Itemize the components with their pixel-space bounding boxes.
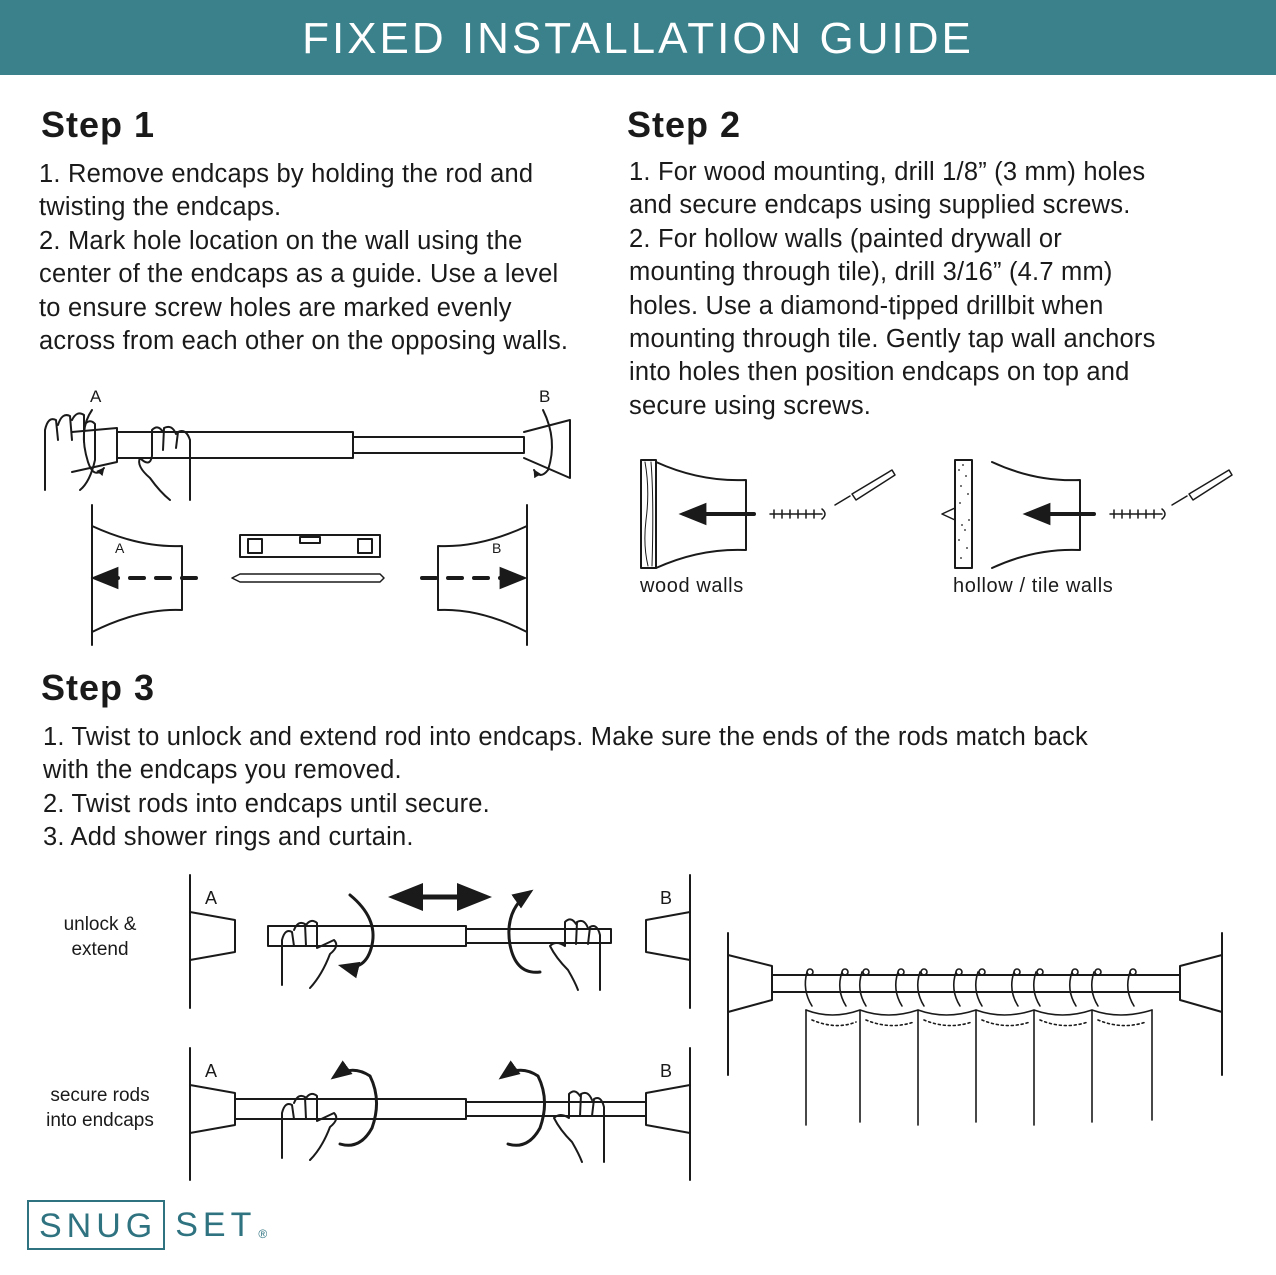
step3-secure-label-b: B — [660, 1061, 673, 1081]
step1-label-b: B — [539, 387, 551, 406]
secure-twist-left-icon — [334, 1070, 377, 1145]
secure-rods-caption — [15, 1083, 185, 1133]
step2-line: mounting through tile), drill 3/16” (4.7 mm) — [629, 258, 1113, 287]
caption-line: into endcaps — [46, 1110, 154, 1131]
right-hand-icon — [139, 427, 190, 500]
endcap-left — [728, 955, 772, 1012]
endcap-b — [524, 420, 570, 478]
step2-line: 2. For hollow walls (painted drywall or — [629, 224, 1062, 253]
step2-line: mounting through tile. Gently tap wall anchors — [629, 325, 1156, 354]
rod-inner-tube — [466, 1102, 646, 1116]
step2-line: 1. For wood mounting, drill 1/8” (3 mm) holes — [629, 158, 1146, 186]
step2-line: holes. Use a diamond-tipped drillbit when — [629, 291, 1104, 320]
rod-outer-tube — [235, 1099, 466, 1119]
step3-line: 1. Twist to unlock and extend rod into endcaps. Make sure the ends of the rods match back — [43, 723, 1089, 751]
left-hand-icon — [45, 413, 95, 490]
wood-grain — [645, 462, 653, 566]
endcap-right — [1180, 955, 1222, 1012]
unlock-extend-figure — [190, 875, 690, 1008]
wood-wall-section — [641, 460, 656, 568]
left-hand-icon — [282, 921, 336, 988]
step2-line: secure using screws. — [629, 391, 872, 420]
left-hand-icon — [282, 1094, 336, 1160]
step2-line: and secure endcaps using supplied screws. — [629, 191, 1131, 220]
unlock-twist-left-icon — [342, 895, 373, 967]
step1-line: twisting the endcaps. — [39, 193, 282, 222]
step3-unlock-label-a: A — [205, 888, 218, 908]
caption-line: extend — [71, 939, 129, 960]
logo-boxed-text: SNUG — [27, 1200, 165, 1250]
caption-line: secure rods — [50, 1085, 150, 1106]
step1-label-a: A — [90, 387, 102, 406]
unlock-extend-caption — [15, 912, 185, 962]
step1-marking-figure — [92, 505, 527, 645]
step1-mark-label-a: A — [115, 540, 125, 556]
step1-line: center of the endcaps as a guide. Use a level — [39, 260, 559, 289]
step3-line: with the endcaps you removed. — [43, 756, 402, 785]
step1-line: 2. Mark hole location on the wall using the — [39, 226, 523, 255]
unlock-twist-right-icon — [509, 892, 540, 972]
endcap-a — [190, 912, 235, 960]
pencil-icon — [232, 574, 384, 582]
registered-mark-icon: ® — [258, 1227, 268, 1241]
hollow-wall-section — [955, 460, 972, 568]
rod-outer-tube — [268, 926, 466, 946]
endcap-a — [190, 1085, 235, 1133]
hollow-screw-icon — [1110, 509, 1165, 519]
secure-twist-right-icon — [502, 1070, 545, 1145]
secure-rods-figure — [190, 1048, 690, 1180]
wood-screw-icon — [770, 509, 825, 519]
step3-line: 2. Twist rods into endcaps until secure. — [43, 789, 490, 818]
hollow-walls-caption: hollow / tile walls — [953, 575, 1114, 597]
hollow-screwdriver-icon — [1172, 470, 1232, 505]
wood-screwdriver-icon — [835, 470, 895, 505]
step1-rod-figure — [45, 387, 570, 500]
step1-line: across from each other on the opposing walls. — [39, 327, 569, 356]
hollow-wall-figure — [942, 460, 1232, 568]
endcap-b — [646, 912, 690, 960]
step2-line: into holes then position endcaps on top and — [629, 358, 1130, 387]
step3-unlock-label-b: B — [660, 888, 673, 908]
wall-anchor-icon — [942, 508, 955, 520]
step3-title: Step 3 — [41, 667, 156, 708]
wood-walls-caption: wood walls — [640, 575, 744, 597]
endcap-b — [646, 1085, 690, 1133]
guide-title: FIXED INSTALLATION GUIDE — [302, 14, 974, 63]
step1-line: to ensure screw holes are marked evenly — [39, 293, 512, 322]
right-hand-icon — [550, 919, 600, 990]
shower-curtain-icon — [806, 1010, 1152, 1125]
step3-line: 3. Add shower rings and curtain. — [43, 823, 414, 852]
drywall-texture — [958, 464, 970, 559]
step2-title: Step 2 — [627, 104, 742, 145]
logo-rest-text: SET — [175, 1206, 257, 1244]
caption-line: unlock & — [63, 914, 137, 935]
rod-inner-tube — [353, 437, 524, 453]
wood-wall-figure — [641, 460, 895, 568]
step1-line: 1. Remove endcaps by holding the rod and — [39, 160, 534, 188]
snugset-logo — [27, 1200, 267, 1250]
finished-curtain-figure — [728, 933, 1222, 1125]
step1-title: Step 1 — [41, 104, 156, 145]
step3-secure-label-a: A — [205, 1061, 218, 1081]
step1-mark-label-b: B — [492, 540, 502, 556]
level-tool-icon — [240, 535, 380, 557]
